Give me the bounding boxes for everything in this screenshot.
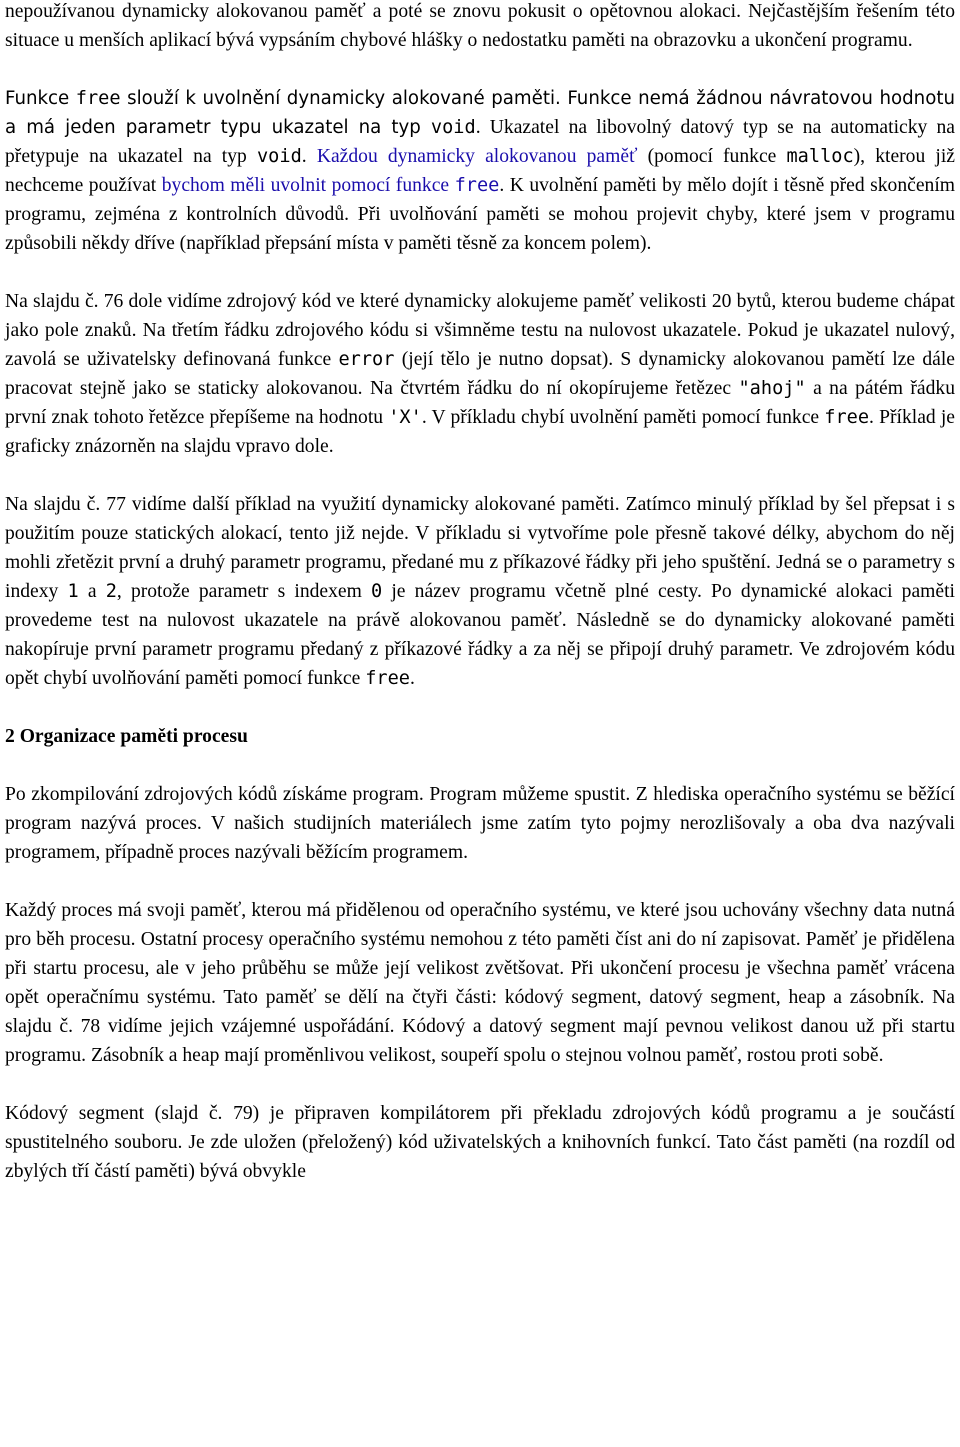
text-run: ), kterou již nechceme používat — [5, 146, 955, 196]
text-run: Funkce — [5, 88, 76, 109]
code-error: error — [338, 349, 395, 370]
highlighted-text-run: bychom měli uvolnit pomocí funkce — [161, 175, 455, 196]
text-run: . — [301, 146, 317, 167]
text-run: . — [410, 668, 415, 689]
code-char-x: 'X' — [388, 407, 422, 428]
code-string-ahoj: "ahoj" — [738, 378, 806, 399]
code-free: free — [454, 175, 500, 196]
code-free: free — [365, 668, 410, 689]
text-run: slouží k uvolnění dynamicky alokované paměti. Funkce nemá žádnou návratovou hodnotu a má jeden parametr typu ukazatel na typ — [5, 88, 955, 138]
text-run: (pomocí funkce — [637, 146, 787, 167]
document-page — [5, 0, 955, 1186]
text-run: a — [78, 581, 106, 602]
text-run: . Příklad je graficky znázorněn na slajdu vpravo dole. — [5, 407, 955, 457]
paragraph-code-segment — [5, 1099, 955, 1186]
text-run: nepoužívanou dynamicky alokovanou paměť a poté se znovu pokusit o opětovnou alokaci. Nejčastějším řešením této situace u menších aplikací bývá vypsáním chybové hlášky o nedostatku paměti na obrazovku a ukončení programu. — [5, 1, 955, 51]
paragraph-slide-77 — [5, 490, 955, 693]
text-run: Na slajdu č. 77 vidíme další příklad na využití dynamicky alokované paměti. Zatímco minulý příklad by šel přepsat i s použitím pouze statických alokací, tento již nejde. V příkladu si vytvoříme pole přesně takové délky, abychom do něj mohli zřetězit první a druhý parametr programu, předané mu z příkazové řádky při jeho spuštění. Jedná se o parametry s indexy — [5, 494, 955, 602]
text-run: . K uvolnění paměti by mělo dojít i těsně před skončením programu, zejména z kontrolních důvodů. Při uvolňování paměti se mohou projevit chyby, které jsem v programu způsobili někdy dříve (například přepsání místa v paměti těsně za koncem polem). — [5, 175, 956, 254]
text-run: Na slajdu č. 76 dole vidíme zdrojový kód ve které dynamicky alokujeme paměť velikosti 20 bytů, kterou budeme chápat jako pole znaků. Na třetím řádku zdrojového kódu si všimněme testu na nulovost ukazatele. Pokud je ukazatel nulový, zavolá se uživatelsky definovaná funkce — [5, 291, 955, 370]
text-run: je název programu včetně plné cesty. Po dynamické alokaci paměti provedeme test na nulovost ukazatele na právě alokovanou paměť. Následně se do dynamicky alokované paměti nakopíruje první parametr programu předaný z příkazové řádky a za něj se připojí druhý parametr. Ve zdrojovém kódu opět chybí uvolňování paměti pomocí funkce — [5, 581, 956, 689]
paragraph-memory-reallocation — [5, 0, 955, 55]
code-index-2: 2 — [105, 581, 117, 602]
text-run: Kódový segment (slajd č. 79) je připraven kompilátorem při překladu zdrojových kódů programu a je součástí spustitelného souboru. Je zde uložen (přeložený) kód uživatelských a knihovních funkcí. Tato část paměti (na rozdíl od zbylých tří částí paměti) bývá obvykle — [5, 1103, 955, 1182]
code-free: free — [824, 407, 870, 428]
code-index-1: 1 — [67, 581, 79, 602]
paragraph-process-memory — [5, 896, 955, 1070]
paragraph-process-definition — [5, 780, 955, 867]
section-heading: 2 Organizace paměti procesu — [5, 726, 248, 747]
highlighted-text: Každou dynamicky alokovanou paměť — [316, 146, 638, 167]
highlighted-text — [162, 175, 500, 196]
text-run: . V příkladu chybí uvolnění paměti pomocí funkce — [421, 407, 825, 428]
text-run: (její tělo je nutno dopsat). S dynamicky alokovanou pamětí lze dále pracovat stejně jako se staticky alokovanou. Na čtvrtém řádku do ní okopírujeme řetězec — [5, 349, 955, 399]
code-void: void — [256, 146, 302, 167]
code-malloc: malloc — [786, 146, 854, 167]
text-run: Po zkompilování zdrojových kódů získáme program. Program můžeme spustit. Z hlediska operačního systému se běžící program nazývá proces. V našich studijních materiálech jsme zatím tyto pojmy nerozlišovaly a oba dva nazývali programem, případně proces nazývali běžícím programem. — [5, 784, 955, 863]
code-void: void — [430, 117, 476, 138]
paragraph-free-function — [5, 84, 955, 258]
text-run: Každý proces má svoji paměť, kterou má přidělenou od operačního systému, ve které jsou uchovány všechny data nutná pro běh procesu. Ostatní procesy operačního systému nemohou z této paměti číst ani do ní zapisovat. Paměť je přidělena při startu procesu, ale v jeho průběhu se může její velikost zvětšovat. Při ukončení procesu je všechna paměť vrácena opět operačnímu systému. Tato paměť se dělí na čtyři části: kódový segment, datový segment, heap a zásobník. Na slajdu č. 78 vidíme jejich vzájemné uspořádání. Kódový a datový segment mají pevnou velikost danou už při startu programu. Zásobník a heap mají proměnlivou velikost, soupeří spolu o stejnou volnou paměť, rostou proti sobě. — [5, 900, 955, 1066]
code-index-0: 0 — [371, 581, 383, 602]
text-run: a na pátém řádku první znak tohoto řetězce přepíšeme na hodnotu — [5, 378, 955, 428]
code-free: free — [75, 88, 121, 109]
text-run: . Ukazatel na libovolný datový typ se na automaticky na přetypuje na ukazatel na typ — [5, 117, 955, 167]
paragraph-slide-76 — [5, 287, 955, 461]
text-run: , protože parametr s indexem — [116, 581, 372, 602]
